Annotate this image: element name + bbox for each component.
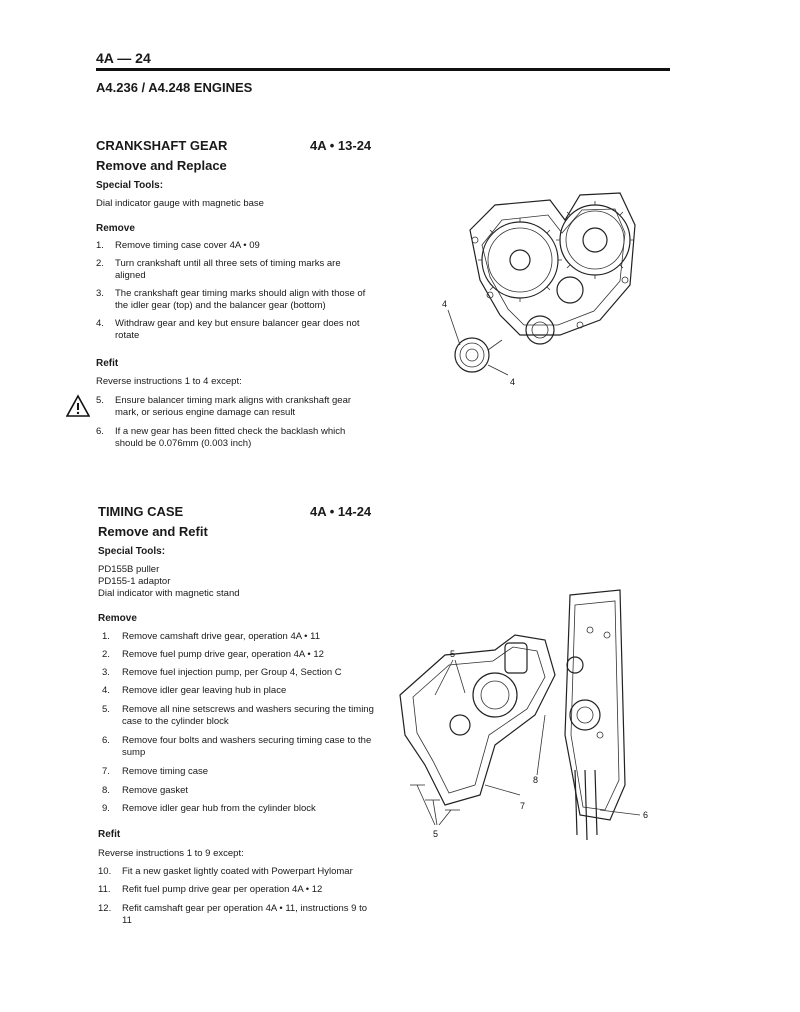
crankshaft-section-title: CRANKSHAFT GEAR: [96, 138, 228, 153]
timing-tools-label: Special Tools:: [98, 546, 166, 557]
crankshaft-gear-figure: [430, 185, 650, 395]
list-item: 5. Remove all nine setscrews and washers securing the timing case to the cylinder block: [102, 704, 374, 727]
timing-tool-3: Dial indicator with magnetic stand: [98, 588, 240, 599]
list-item: 3. Remove fuel injection pump, per Group 4, Section C: [102, 667, 342, 678]
list-item: 11. Refit fuel pump drive gear per operation 4A • 12: [98, 884, 323, 895]
crankshaft-op-code: 4A • 13-24: [310, 138, 372, 153]
crankshaft-tools-label: Special Tools:: [96, 180, 164, 191]
figure-label: 5: [433, 829, 439, 839]
warning-triangle-icon: [66, 394, 90, 418]
crankshaft-refit-intro: Reverse instructions 1 to 4 except:: [96, 376, 242, 387]
figure-label: 6: [643, 810, 649, 820]
list-item: 8. Remove gasket: [102, 785, 189, 796]
crankshaft-remove-list: [96, 240, 372, 348]
figure-label: 4: [510, 377, 516, 387]
list-item: 6. If a new gear has been fitted check the backlash which should be 0.076mm (0.003 inch): [96, 426, 346, 449]
list-item: 2. Remove fuel pump drive gear, operation 4A • 12: [102, 649, 324, 660]
list-item: 1. Remove timing case cover 4A • 09: [96, 240, 260, 251]
page-number: 4A — 24: [96, 50, 151, 66]
timing-tool-2: PD155-1 adaptor: [98, 576, 171, 587]
timing-refit-intro: Reverse instructions 1 to 9 except:: [98, 848, 244, 859]
crankshaft-subtitle: Remove and Replace: [96, 158, 227, 173]
list-item: 10. Fit a new gasket lightly coated with Powerpart Hylomar: [98, 866, 353, 877]
figure-label: 5: [450, 649, 456, 659]
list-item: 9. Remove idler gear hub from the cylinder block: [102, 803, 316, 814]
timing-remove-label: Remove: [98, 613, 137, 624]
timing-op-code: 4A • 14-24: [310, 504, 372, 519]
list-item: 1. Remove camshaft drive gear, operation 4A • 11: [102, 631, 321, 642]
crankshaft-refit-label: Refit: [96, 358, 119, 369]
timing-section-title: TIMING CASE: [98, 504, 184, 519]
figure-label: 4: [442, 299, 448, 309]
list-item: 6. Remove four bolts and washers securing timing case to the sump: [102, 735, 372, 758]
list-item: 5. Ensure balancer timing mark aligns with crankshaft gear mark, or serious engine damage can result: [96, 395, 352, 418]
list-item: 12. Refit camshaft gear per operation 4A • 11, instructions 9 to 11: [98, 903, 368, 926]
timing-case-figure: [385, 585, 665, 845]
engine-title: A4.236 / A4.248 ENGINES: [96, 80, 253, 95]
timing-refit-label: Refit: [98, 829, 121, 840]
crankshaft-remove-label: Remove: [96, 223, 135, 234]
figure-label: 7: [520, 801, 526, 811]
timing-subtitle: Remove and Refit: [98, 524, 208, 539]
list-item: 2. Turn crankshaft until all three sets of timing marks are aligned: [96, 258, 341, 281]
timing-remove-list: [102, 631, 374, 821]
header-rule: [96, 68, 670, 71]
crankshaft-refit-list: [96, 395, 372, 456]
timing-tool-1: PD155B puller: [98, 564, 160, 575]
timing-refit-list: [98, 866, 374, 933]
list-item: 3. The crankshaft gear timing marks should align with those of the idler gear (top) and the balancer gear (bottom): [96, 288, 366, 311]
list-item: 7. Remove timing case: [102, 766, 209, 777]
list-item: 4. Withdraw gear and key but ensure balancer gear does not rotate: [96, 318, 360, 341]
figure-label: 8: [533, 775, 539, 785]
crankshaft-tools: Dial indicator gauge with magnetic base: [96, 198, 264, 209]
list-item: 4. Remove idler gear leaving hub in place: [102, 685, 287, 696]
